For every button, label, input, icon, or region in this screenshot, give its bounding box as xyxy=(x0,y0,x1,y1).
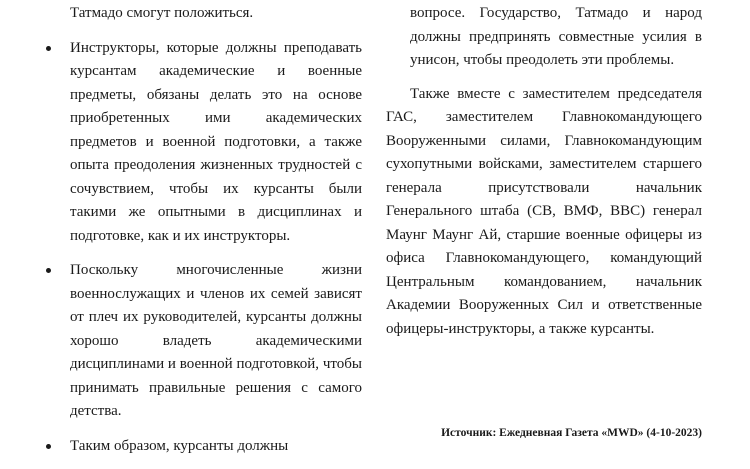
bullet-dot-icon xyxy=(46,46,51,51)
bullet-text: Таким образом, курсанты должны xyxy=(70,437,289,454)
bullet-item xyxy=(46,259,362,424)
article-paragraph: Также вместе с заместителем председателя ГАС, заместителем Главнокомандующего Вооруженными силами, Главнокомандующим сухопутными войсками, заместителем старшего генерала присутствовали начальник Генерального штаба (СВ, ВМФ, ВВС) генерал Маунг Маунг Ай, старшие военные офицеры из офиса Главнокомандующего, командующий Центральным командованием, начальник Академии Вооруженных Сил и ответственные офицеры-инструкторы, а также курсанты. xyxy=(386,85,702,337)
right-column xyxy=(386,2,702,351)
bullet-text: Инструкторы, которые должны преподавать курсантам академические и военные предметы, обязаны делать это на основе приобретенных ими академических предметов и военной подготовки, а также опыта преодоления жизненных трудностей с сочувствием, чтобы их курсанты были такими же опытными в дисциплинах и подготовке, как и их инструкторы. xyxy=(70,39,362,244)
left-column xyxy=(46,2,362,469)
bullet-dot-icon xyxy=(46,268,51,273)
bullet-text: Поскольку многочисленные жизни военнослужащих и членов их семей зависят от плеч их руководителей, курсанты должны хорошо владеть академическими дисциплинами и военной подготовкой, чтобы принимать правильные решения с самого детства. xyxy=(70,262,362,419)
bullet-item xyxy=(46,37,362,249)
bullet-item xyxy=(46,435,362,459)
source-credit: Источник: Ежедневная Газета «MWD» (4-10-2023) xyxy=(441,427,702,439)
bullet-dot-icon xyxy=(46,444,51,449)
right-top-fragment: вопросе. Государство, Татмадо и народ должны предпринять совместные усилия в унисон, чтобы преодолеть эти проблемы. xyxy=(410,5,702,68)
left-top-fragment: Татмадо смогут положиться. xyxy=(70,5,254,21)
